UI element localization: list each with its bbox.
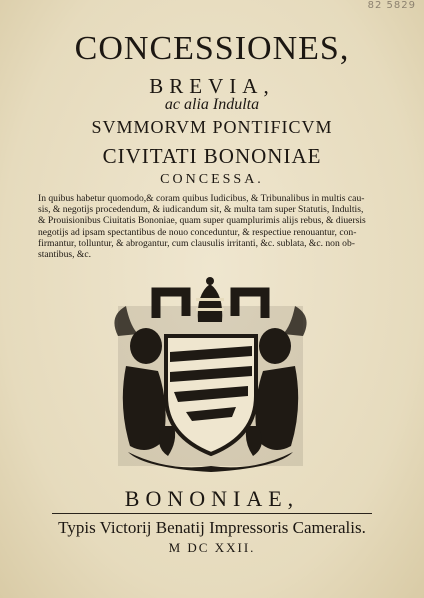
title-line-5: CIVITATI BONONIAE: [102, 144, 322, 168]
summary-paragraph: [38, 193, 386, 260]
title-line-1: CONCESSIONES,: [74, 30, 350, 67]
imprint-year: M DC XXII.: [168, 540, 256, 555]
papal-arms-woodcut: [108, 276, 313, 472]
summary-line: In quibus habetur quomodo,& coram quibus Iudicibus, & Tribunalibus in multis cau-: [38, 193, 365, 204]
title-line-3: ac alia Indulta: [164, 96, 260, 113]
imprint-place: BONONIAE,: [124, 486, 300, 511]
summary-line: sis, & negotijs procedendum, & iudicandum sit, & multa tam super Statutis, Indultis,: [38, 204, 364, 216]
library-stamp: 82 5829: [367, 0, 416, 11]
imprint-printer: Typis Victorij Benatij Impressoris Cameralis.: [58, 518, 366, 537]
summary-line: stantibus, &c.: [38, 249, 92, 261]
title-line-2: BREVIA,: [149, 74, 275, 98]
papal-tiara-icon: [196, 277, 224, 322]
imprint-rule: [52, 513, 372, 514]
summary-line: negotijs ad ipsam spectantibus de nouo conceduntur, & respectiue renouantur, con-: [38, 226, 357, 238]
title-line-6: CONCESSA.: [160, 172, 264, 187]
summary-line: firmantur, tolluntur, & abrogantur, cum clausulis irritanti, &c. sublata, &c. non ob-: [38, 237, 355, 249]
summary-line: & Prouisionibus Ciuitatis Bononiae, quam super quamplurimis alijs rebus, & diuersis: [38, 215, 366, 227]
title-line-4: SVMMORVM PONTIFICVM: [91, 117, 333, 137]
